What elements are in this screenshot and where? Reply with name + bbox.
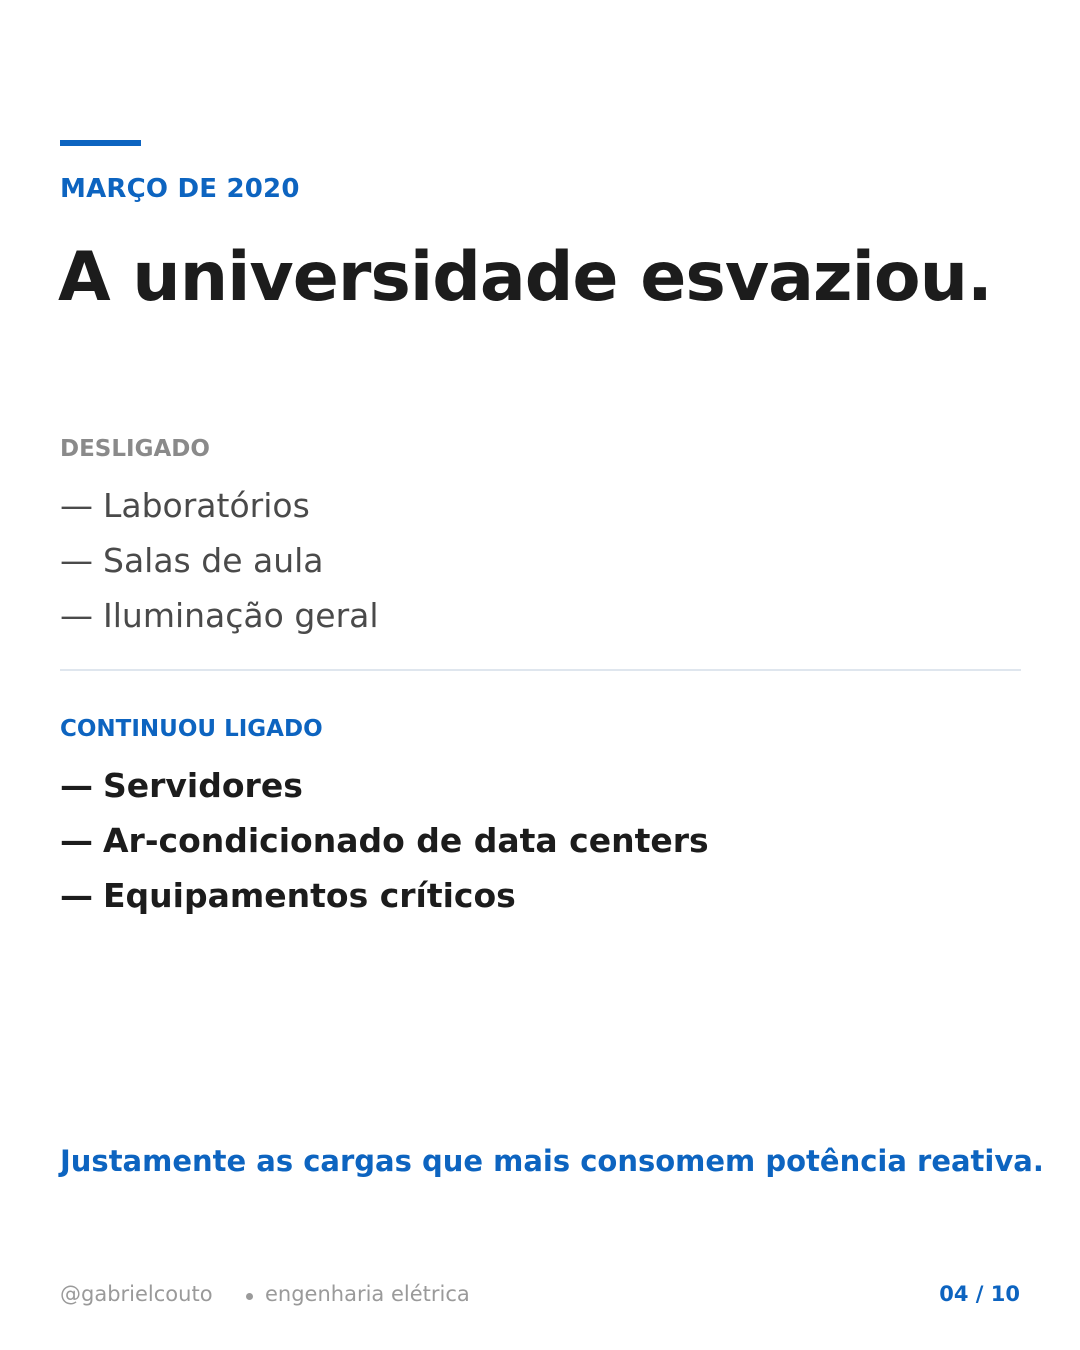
- on-items-list: [60, 765, 709, 930]
- off-items-list: [60, 485, 379, 650]
- off-list-item: [60, 540, 379, 595]
- on-section-label: CONTINUOU LIGADO: [60, 716, 323, 742]
- off-section-label: DESLIGADO: [60, 436, 210, 462]
- off-item-text: Laboratórios: [103, 486, 310, 525]
- on-item-text: Servidores: [103, 766, 303, 805]
- off-item-text: Salas de aula: [103, 541, 324, 580]
- author-handle: @gabrielcouto: [60, 1282, 213, 1306]
- on-item-text: Equipamentos críticos: [103, 876, 516, 915]
- footer: [60, 1282, 1020, 1312]
- dash-marker: —: [60, 486, 93, 525]
- on-list-item: [60, 820, 709, 875]
- on-list-item: [60, 875, 709, 930]
- on-item-text: Ar-condicionado de data centers: [103, 821, 709, 860]
- separator-dot-icon: [246, 1293, 253, 1300]
- dash-marker: —: [60, 541, 93, 580]
- dash-marker: —: [60, 766, 93, 805]
- page-counter: 04 / 10: [939, 1282, 1020, 1306]
- conclusion-text: Justamente as cargas que mais consomem potência reativa.: [60, 1144, 1044, 1178]
- dash-marker: —: [60, 596, 93, 635]
- on-list-item: [60, 765, 709, 820]
- off-list-item: [60, 595, 379, 650]
- off-list-item: [60, 485, 379, 540]
- dash-marker: —: [60, 821, 93, 860]
- section-divider: [60, 669, 1021, 671]
- dash-marker: —: [60, 876, 93, 915]
- topic-label: engenharia elétrica: [265, 1282, 470, 1306]
- accent-bar: [60, 140, 141, 146]
- headline: A universidade esvaziou.: [58, 238, 992, 317]
- date-eyebrow: MARÇO DE 2020: [60, 174, 300, 204]
- off-item-text: Iluminação geral: [103, 596, 379, 635]
